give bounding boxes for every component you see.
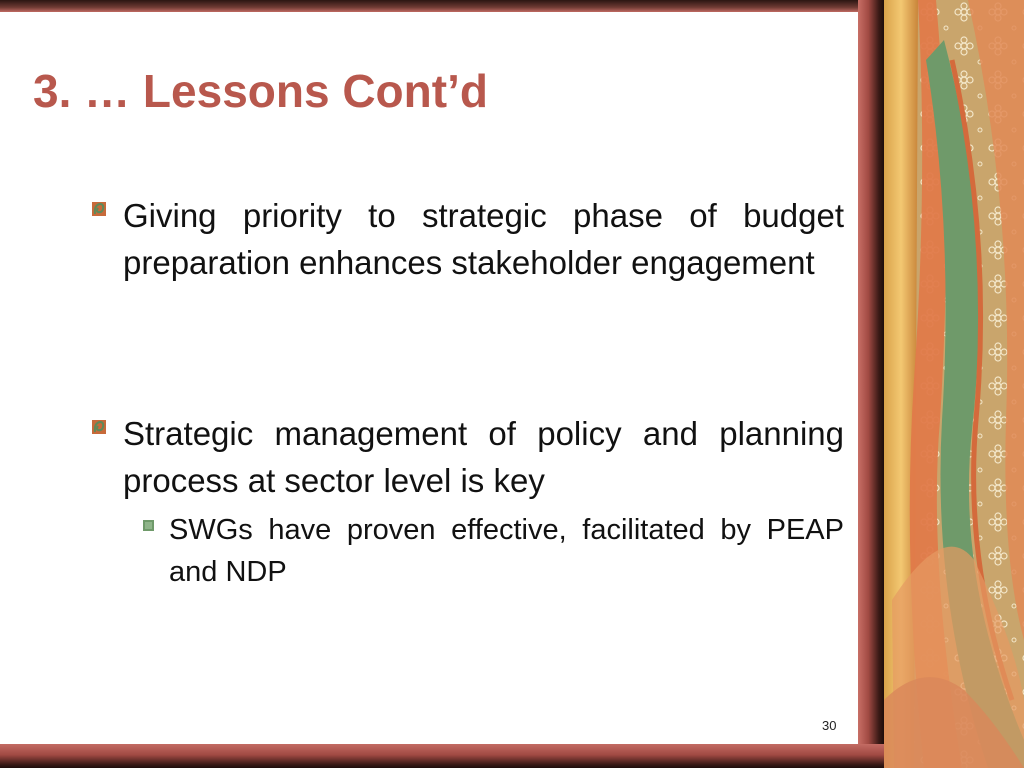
square-bullet-icon — [143, 520, 154, 531]
frame-bottom-border — [0, 744, 884, 768]
frame-right-border — [858, 0, 884, 768]
swirl-bullet-icon — [92, 420, 106, 434]
page-number: 30 — [822, 718, 837, 733]
sub-bullet-text: SWGs have proven effective, facilitated by PEAP and NDP — [169, 514, 844, 588]
bullet-item — [92, 410, 844, 504]
slide-title: 3. … Lessons Cont’d — [33, 65, 488, 117]
decorative-side-panel — [884, 0, 1024, 768]
slide-content-area — [0, 12, 858, 744]
bullet-text: Giving priority to strategic phase of budget preparation enhances stakeholder engagement — [123, 197, 844, 281]
bullet-item — [92, 192, 844, 286]
bullet-text: Strategic management of policy and planning process at sector level is key — [123, 415, 844, 499]
frame-top-border — [0, 0, 880, 12]
swirl-bullet-icon — [92, 202, 106, 216]
sub-bullet-item — [143, 509, 844, 593]
